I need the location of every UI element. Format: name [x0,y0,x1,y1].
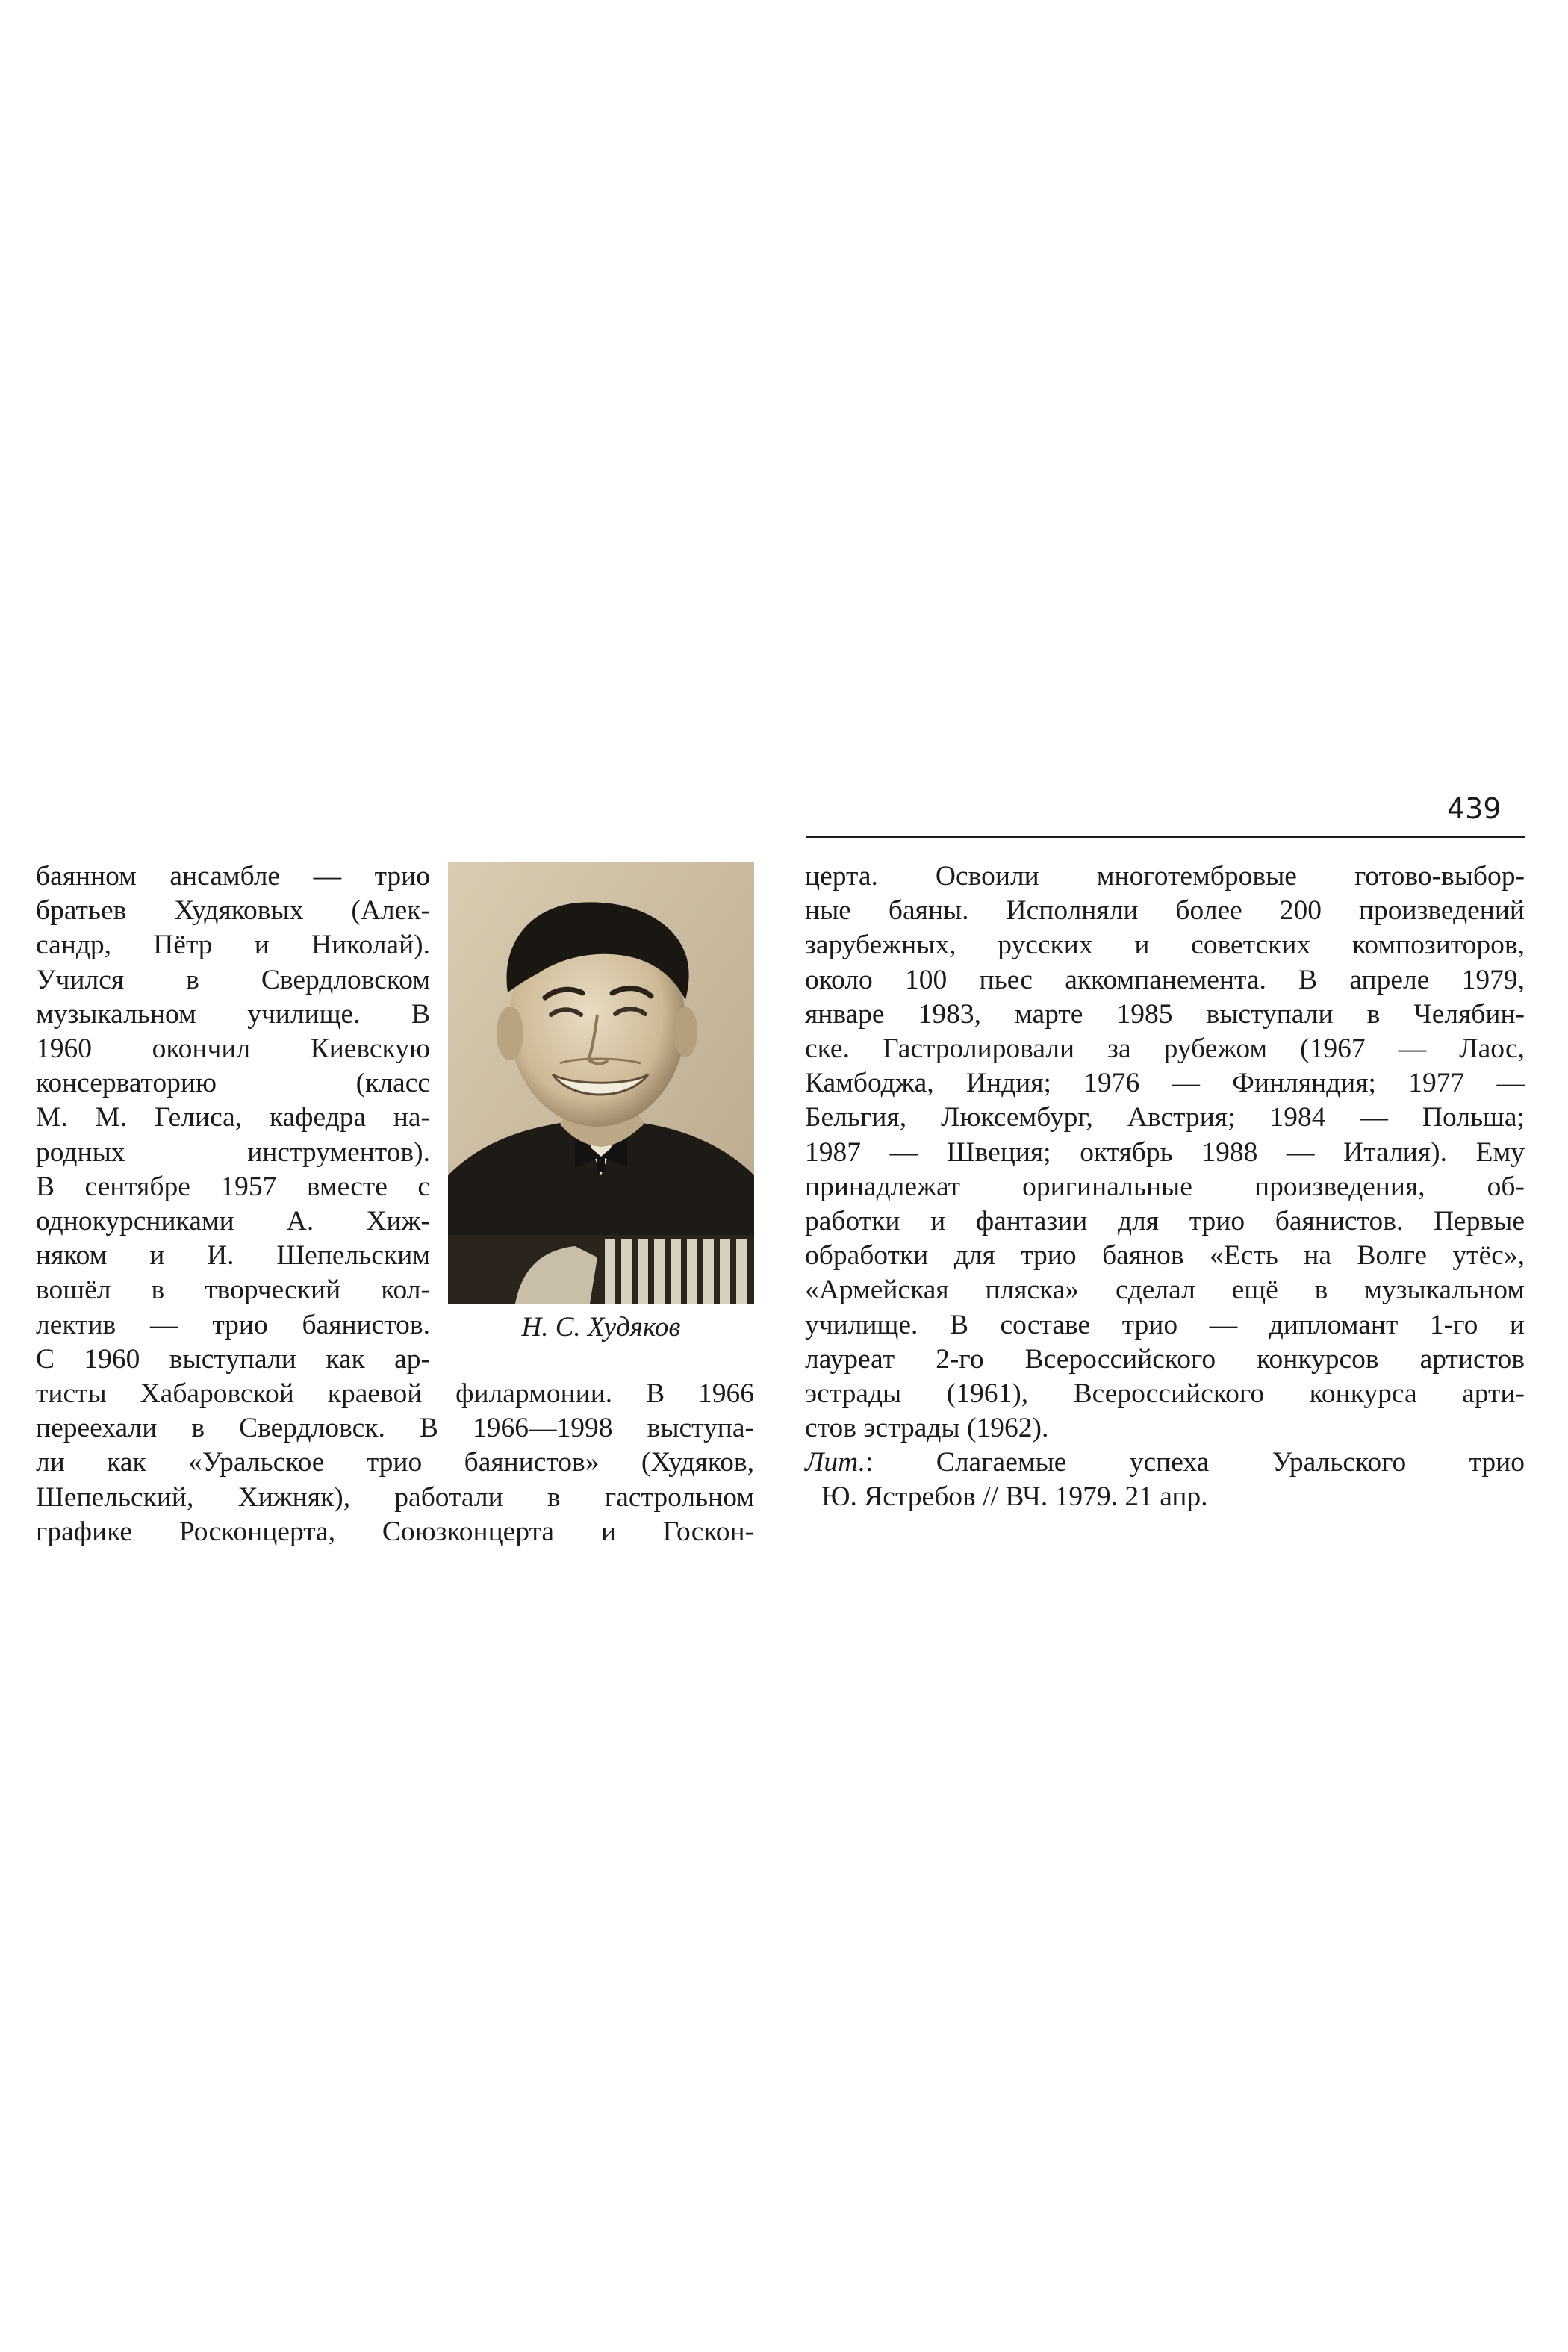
text-line: тисты Хабаровской краевой филармонии. В 1966 [36,1378,754,1409]
text-line: консерваторию (класс [36,1068,430,1099]
text-line: принадлежат оригинальные произведения, об- [805,1171,1525,1202]
text-line: стов эстрады (1962). [805,1413,1049,1444]
text-line: «Армейская пляска» сделал ещё в музыкальном [805,1275,1525,1306]
text-line: Учился в Свердловском [36,964,430,995]
photo-caption: Н. С. Худяков [521,1312,681,1343]
text-line: Шепельский, Хижняк), работали в гастрольном [36,1481,754,1513]
text-line: ные баяны. Исполняли более 200 произведений [805,895,1525,927]
text-line: вошёл в творческий кол- [36,1275,430,1306]
page-number: 439 [1447,792,1502,825]
text-line: баянном ансамбле — трио [36,861,430,892]
text-line: церта. Освоили многотембровые готово-выбор- [805,861,1525,892]
text-line: Бельгия, Люксембург, Австрия; 1984 — Польша; [805,1102,1525,1133]
text-line: лектив — трио баянистов. [36,1309,430,1340]
text-line: музыкальном училище. В [36,998,430,1030]
text-line: училище. В составе трио — дипломант 1-го и [805,1309,1525,1340]
text-line: ске. Гастролировали за рубежом (1967 — Лаос, [805,1033,1525,1065]
text-line: 1987 — Швеция; октябрь 1988 — Италия). Ему [805,1136,1525,1168]
text-line: М. М. Гелиса, кафедра на- [36,1102,430,1133]
text-line: около 100 пьес аккомпанемента. В апреле 1979, [805,964,1525,995]
header-rule [806,836,1525,838]
text-line: обработки для трио баянов «Есть на Волге утёс», [805,1240,1525,1272]
text-line: зарубежных, русских и советских композиторов, [805,930,1525,961]
text-line: лауреат 2-го Всероссийского конкурсов артистов [805,1343,1525,1375]
text-line: однокурсниками А. Хиж- [36,1206,430,1237]
text-line: С 1960 выступали как ар- [36,1343,430,1375]
text-line: работки и фантазии для трио баянистов. Первые [805,1206,1525,1237]
text-line: эстрады (1961), Всероссийского конкурса арти- [805,1378,1525,1410]
text-line: братьев Худяковых (Алек- [36,895,430,927]
text-line: ли как «Уральское трио баянистов» (Худяков, [36,1447,754,1478]
text-line: Камбоджа, Индия; 1976 — Финляндия; 1977 — [805,1068,1525,1099]
literature-text: : Слагаемые успеха Уральского трио [865,1447,1525,1478]
text-line: родных инструментов). [36,1136,430,1168]
text-line: В сентябре 1957 вместе с [36,1171,430,1202]
literature-reference-line2: Ю. Ястребов // ВЧ. 1979. 21 апр. [821,1481,1208,1512]
right-column [805,859,1525,1446]
text-line: сандр, Пётр и Николай). [36,930,430,961]
literature-label: Лит. [805,1447,866,1478]
literature-reference [805,1446,1525,1480]
text-line: 1960 окончил Киевскую [36,1033,430,1065]
text-line: няком и И. Шепельским [36,1240,430,1272]
left-column-top [36,859,430,1377]
text-line: переехали в Свердловск. В 1966—1998 выступа- [36,1413,754,1444]
left-column-bottom [36,1377,754,1549]
text-line: графике Росконцерта, Союзконцерта и Госкон- [36,1516,754,1547]
portrait-photo [448,862,754,1304]
text-line: январе 1983, марте 1985 выступали в Челябин- [805,998,1525,1030]
